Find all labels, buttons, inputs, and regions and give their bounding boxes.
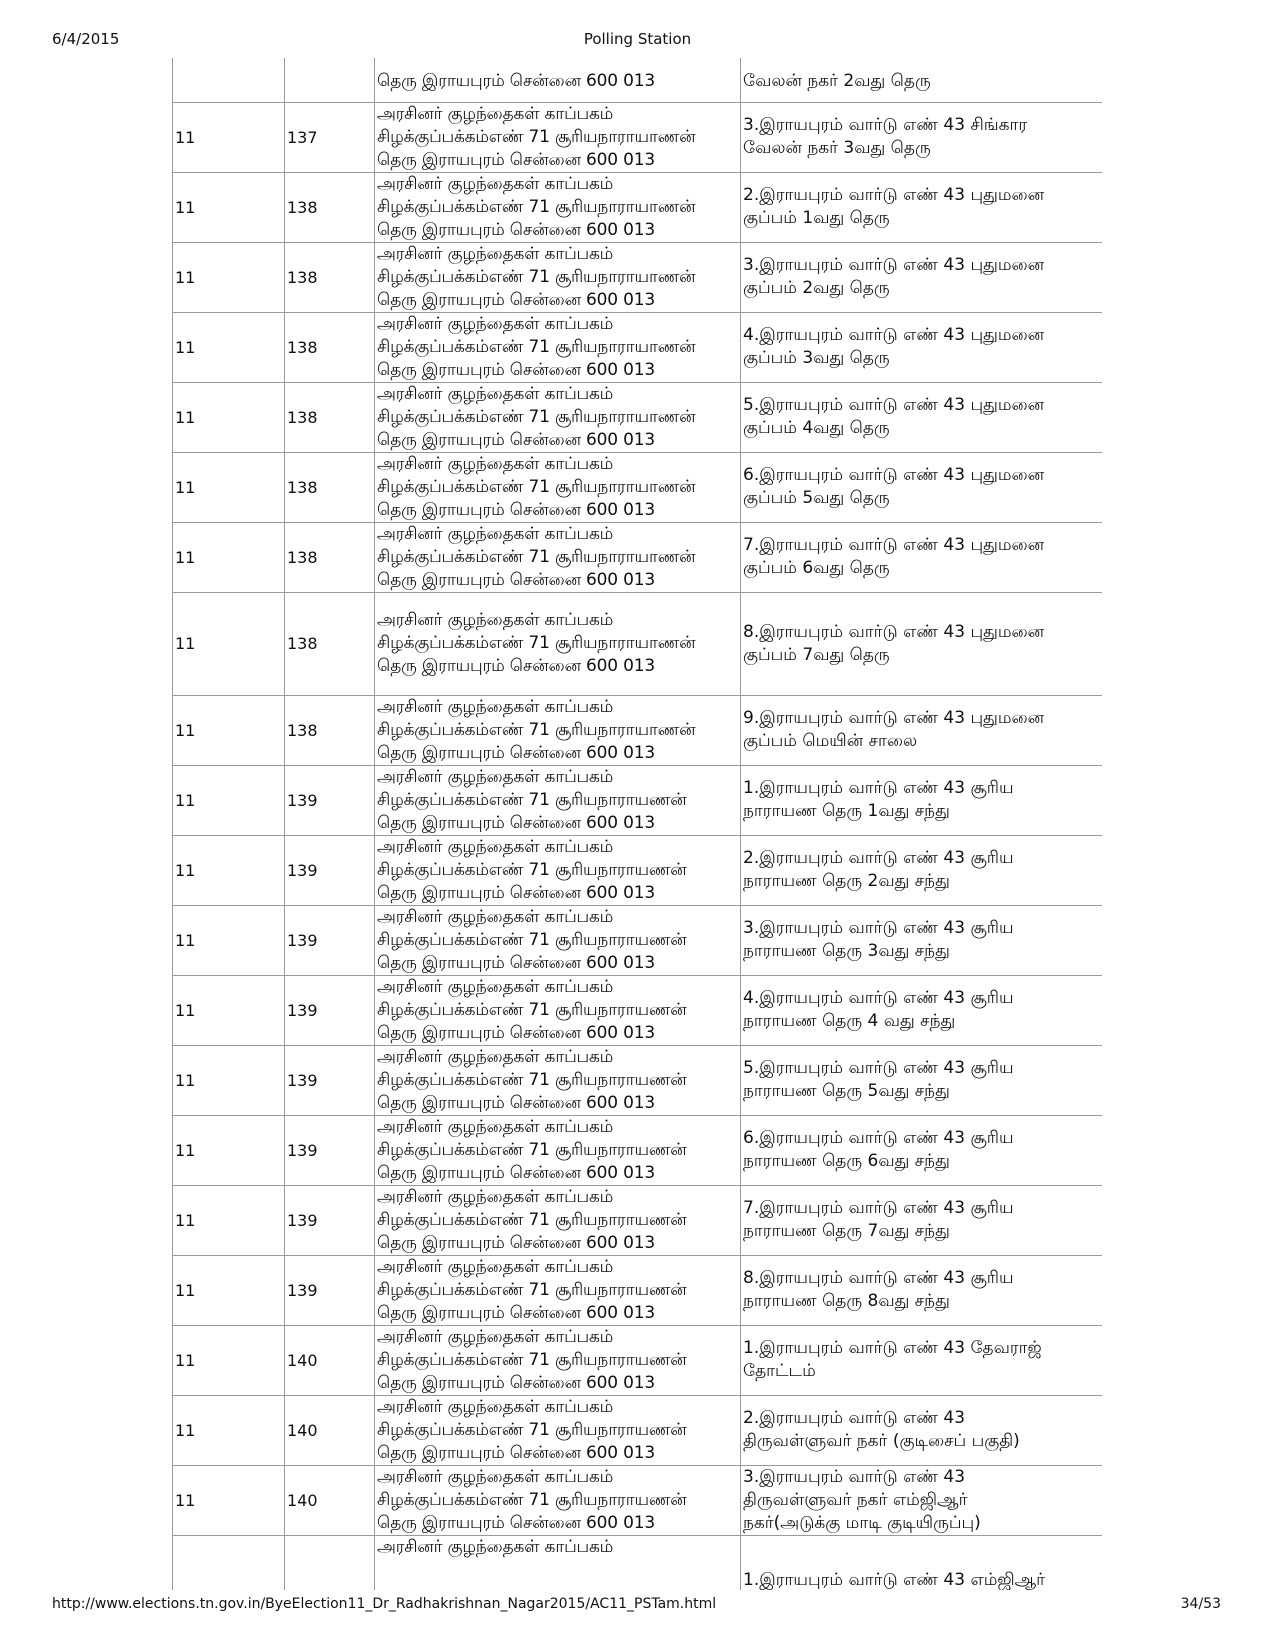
address-line: தெரு இராயபுரம் சென்னை 600 013 — [377, 499, 655, 520]
area-line: குப்பம் 2வது தெரு — [743, 278, 890, 298]
cell-ac-number — [173, 58, 285, 102]
area-line: நாராயண தெரு 4 வது சந்து — [743, 1011, 956, 1031]
cell-ps-number — [285, 58, 375, 102]
cell-ps-number: 138 — [285, 592, 375, 695]
address-line: சிழக்குப்பக்கம்எண் 71 சூரியநாராயாணன் — [377, 546, 696, 567]
address-line: அரசினர் குழந்தைகள் காப்பகம் — [377, 976, 614, 997]
cell-ps-number: 137 — [285, 102, 375, 172]
polling-station-table — [172, 58, 1102, 1590]
cell-station-address — [375, 1185, 741, 1255]
table-row — [173, 522, 1103, 592]
address-line: தெரு இராயபுரம் சென்னை 600 013 — [377, 742, 655, 763]
print-date: 6/4/2015 — [52, 30, 120, 48]
table-row — [173, 58, 1103, 102]
area-line: நாராயண தெரு 6வது சந்து — [743, 1151, 950, 1171]
cell-ac-number: 11 — [173, 592, 285, 695]
area-line: 4.இராயபுரம் வார்டு எண் 43 புதுமனை — [743, 325, 1045, 345]
cell-ac-number: 11 — [173, 835, 285, 905]
address-line: தெரு இராயபுரம் சென்னை 600 013 — [377, 1372, 655, 1393]
cell-polling-area — [741, 312, 1103, 382]
cell-station-address: அரசினர் குழந்தைகள் காப்பகம் — [375, 1535, 741, 1590]
address-line: அரசினர் குழந்தைகள் காப்பகம் — [377, 1466, 614, 1487]
address-line: தெரு இராயபுரம் சென்னை 600 013 — [377, 812, 655, 833]
area-line: தோட்டம் — [743, 1361, 816, 1381]
address-line: தெரு இராயபுரம் சென்னை 600 013 — [377, 149, 655, 170]
area-line: குப்பம் 5வது தெரு — [743, 488, 890, 508]
address-line: சிழக்குப்பக்கம்எண் 71 சூரியநாராயணன் — [377, 1489, 687, 1510]
address-line: சிழக்குப்பக்கம்எண் 71 சூரியநாராயணன் — [377, 1279, 687, 1300]
address-line: தெரு இராயபுரம் சென்னை 600 013 — [377, 952, 655, 973]
cell-polling-area — [741, 102, 1103, 172]
address-line: சிழக்குப்பக்கம்எண் 71 சூரியநாராயாணன் — [377, 196, 696, 217]
address-line: தெரு இராயபுரம் சென்னை 600 013 — [377, 219, 655, 240]
cell-station-address — [375, 172, 741, 242]
footer-url: http://www.elections.tn.gov.in/ByeElection11_Dr_Radhakrishnan_Nagar2015/AC11_PSTam.html — [52, 1596, 717, 1612]
address-line: அரசினர் குழந்தைகள் காப்பகம் — [377, 1326, 614, 1347]
cell-ps-number: 138 — [285, 452, 375, 522]
cell-station-address — [375, 452, 741, 522]
address-line: சிழக்குப்பக்கம்எண் 71 சூரியநாராயணன் — [377, 1349, 687, 1370]
cell-ac-number: 11 — [173, 452, 285, 522]
cell-station-address — [375, 522, 741, 592]
address-line: சிழக்குப்பக்கம்எண் 71 சூரியநாராயணன் — [377, 929, 687, 950]
area-line: 6.இராயபுரம் வார்டு எண் 43 சூரிய — [743, 1128, 1014, 1148]
cell-ac-number: 11 — [173, 905, 285, 975]
area-line: குப்பம் 1வது தெரு — [743, 208, 890, 228]
area-line: 9.இராயபுரம் வார்டு எண் 43 புதுமனை — [743, 708, 1045, 728]
cell-ac-number: 11 — [173, 765, 285, 835]
address-line: சிழக்குப்பக்கம்எண் 71 சூரியநாராயாணன் — [377, 633, 696, 653]
cell-ps-number: 140 — [285, 1325, 375, 1395]
area-line: திருவள்ளுவர் நகர் (குடிசைப் பகுதி) — [743, 1431, 1020, 1451]
table-row — [173, 1325, 1103, 1395]
address-line: தெரு இராயபுரம் சென்னை 600 013 — [377, 429, 655, 450]
cell-station-address — [375, 1045, 741, 1115]
cell-ps-number: 138 — [285, 172, 375, 242]
address-line: தெரு இராயபுரம் சென்னை 600 013 — [377, 569, 655, 590]
address-line: அரசினர் குழந்தைகள் காப்பகம் — [377, 453, 614, 474]
cell-polling-area: வேலன் நகர் 2வது தெரு — [741, 58, 1103, 102]
table-body — [173, 58, 1103, 1590]
table-row — [173, 1185, 1103, 1255]
address-line: சிழக்குப்பக்கம்எண் 71 சூரியநாராயாணன் — [377, 719, 696, 740]
cell-station-address — [375, 1465, 741, 1535]
address-line: அரசினர் குழந்தைகள் காப்பகம் — [377, 696, 614, 717]
address-line: தெரு இராயபுரம் சென்னை 600 013 — [377, 882, 655, 903]
cell-station-address — [375, 102, 741, 172]
area-line: திருவள்ளுவர் நகர் எம்ஜிஆர் — [743, 1489, 968, 1510]
address-line: சிழக்குப்பக்கம்எண் 71 சூரியநாராயாணன் — [377, 126, 696, 147]
cell-polling-area — [741, 1325, 1103, 1395]
area-line: 1.இராயபுரம் வார்டு எண் 43 தேவராஜ் — [743, 1338, 1042, 1358]
table-row — [173, 975, 1103, 1045]
cell-polling-area — [741, 1185, 1103, 1255]
cell-ac-number: 11 — [173, 312, 285, 382]
table-row — [173, 242, 1103, 312]
area-line: 5.இராயபுரம் வார்டு எண் 43 சூரிய — [743, 1058, 1014, 1078]
table-row — [173, 172, 1103, 242]
address-line: அரசினர் குழந்தைகள் காப்பகம் — [377, 1046, 614, 1067]
cell-polling-area — [741, 1395, 1103, 1465]
address-line: சிழக்குப்பக்கம்எண் 71 சூரியநாராயணன் — [377, 1139, 687, 1160]
area-line: குப்பம் 7வது தெரு — [743, 644, 890, 665]
address-line: அரசினர் குழந்தைகள் காப்பகம் — [377, 836, 614, 857]
cell-polling-area — [741, 382, 1103, 452]
address-line: அரசினர் குழந்தைகள் காப்பகம் — [377, 1396, 614, 1417]
cell-polling-area — [741, 1045, 1103, 1115]
area-line: 3.இராயபுரம் வார்டு எண் 43 சூரிய — [743, 918, 1014, 938]
cell-ac-number: 11 — [173, 1255, 285, 1325]
table-row — [173, 382, 1103, 452]
address-line: தெரு இராயபுரம் சென்னை 600 013 — [377, 656, 655, 676]
address-line: தெரு இராயபுரம் சென்னை 600 013 — [377, 1442, 655, 1463]
address-line: அரசினர் குழந்தைகள் காப்பகம் — [377, 610, 614, 630]
area-line: 6.இராயபுரம் வார்டு எண் 43 புதுமனை — [743, 465, 1045, 485]
cell-ac-number: 11 — [173, 695, 285, 765]
cell-ps-number: 139 — [285, 975, 375, 1045]
cell-station-address — [375, 1255, 741, 1325]
cell-station-address — [375, 592, 741, 695]
cell-ps-number: 140 — [285, 1395, 375, 1465]
cell-polling-area — [741, 695, 1103, 765]
address-line: சிழக்குப்பக்கம்எண் 71 சூரியநாராயாணன் — [377, 336, 696, 357]
cell-ps-number: 139 — [285, 1255, 375, 1325]
table-row — [173, 1255, 1103, 1325]
address-line: அரசினர் குழந்தைகள் காப்பகம் — [377, 1256, 614, 1277]
address-line: தெரு இராயபுரம் சென்னை 600 013 — [377, 1512, 655, 1533]
area-line: 8.இராயபுரம் வார்டு எண் 43 சூரிய — [743, 1268, 1014, 1288]
cell-ac-number: 11 — [173, 522, 285, 592]
cell-ps-number: 139 — [285, 765, 375, 835]
area-line: 3.இராயபுரம் வார்டு எண் 43 சிங்கார — [743, 115, 1028, 135]
cell-ac-number: 11 — [173, 242, 285, 312]
table-row — [173, 835, 1103, 905]
address-line: சிழக்குப்பக்கம்எண் 71 சூரியநாராயணன் — [377, 1209, 687, 1230]
address-line: அரசினர் குழந்தைகள் காப்பகம் — [377, 313, 614, 334]
area-line: 2.இராயபுரம் வார்டு எண் 43 சூரிய — [743, 848, 1014, 868]
table-row — [173, 452, 1103, 522]
address-line: சிழக்குப்பக்கம்எண் 71 சூரியநாராயணன் — [377, 999, 687, 1020]
table-row — [173, 1395, 1103, 1465]
area-line: 2.இராயபுரம் வார்டு எண் 43 — [743, 1408, 966, 1428]
area-line: வேலன் நகர் 3வது தெரு — [743, 138, 931, 158]
table-row — [173, 1465, 1103, 1535]
address-line: சிழக்குப்பக்கம்எண் 71 சூரியநாராயாணன் — [377, 266, 696, 287]
area-line: குப்பம் 4வது தெரு — [743, 418, 890, 438]
address-line: சிழக்குப்பக்கம்எண் 71 சூரியநாராயாணன் — [377, 406, 696, 427]
cell-ps-number: 139 — [285, 1185, 375, 1255]
cell-polling-area — [741, 592, 1103, 695]
table-row — [173, 592, 1103, 695]
area-line: 3.இராயபுரம் வார்டு எண் 43 — [743, 1466, 966, 1487]
cell-ps-number: 139 — [285, 835, 375, 905]
cell-ps-number: 139 — [285, 1045, 375, 1115]
cell-ps-number — [285, 1535, 375, 1590]
area-line: குப்பம் மெயின் சாலை — [743, 731, 918, 751]
cell-station-address — [375, 765, 741, 835]
page-title: Polling Station — [583, 30, 692, 48]
cell-station-address — [375, 835, 741, 905]
cell-station-address — [375, 242, 741, 312]
area-line: குப்பம் 6வது தெரு — [743, 558, 890, 578]
cell-ps-number: 138 — [285, 312, 375, 382]
address-line: சிழக்குப்பக்கம்எண் 71 சூரியநாராயாணன் — [377, 476, 696, 497]
table-row — [173, 312, 1103, 382]
cell-station-address — [375, 1325, 741, 1395]
cell-polling-area — [741, 1465, 1103, 1535]
cell-ac-number: 11 — [173, 382, 285, 452]
cell-polling-area — [741, 522, 1103, 592]
area-line: 4.இராயபுரம் வார்டு எண் 43 சூரிய — [743, 988, 1014, 1008]
table-row — [173, 102, 1103, 172]
cell-polling-area — [741, 835, 1103, 905]
cell-station-address: தெரு இராயபுரம் சென்னை 600 013 — [375, 58, 741, 102]
area-line: 8.இராயபுரம் வார்டு எண் 43 புதுமனை — [743, 621, 1045, 642]
cell-ps-number: 139 — [285, 1115, 375, 1185]
address-line: தெரு இராயபுரம் சென்னை 600 013 — [377, 1232, 655, 1253]
address-line: சிழக்குப்பக்கம்எண் 71 சூரியநாராயணன் — [377, 859, 687, 880]
address-line: அரசினர் குழந்தைகள் காப்பகம் — [377, 1116, 614, 1137]
cell-ps-number: 138 — [285, 242, 375, 312]
area-line: நாராயண தெரு 5வது சந்து — [743, 1081, 950, 1101]
cell-polling-area — [741, 1115, 1103, 1185]
area-line: 3.இராயபுரம் வார்டு எண் 43 புதுமனை — [743, 255, 1045, 275]
area-line: நாராயண தெரு 8வது சந்து — [743, 1291, 950, 1311]
cell-ps-number: 138 — [285, 382, 375, 452]
cell-ac-number: 11 — [173, 102, 285, 172]
address-line: அரசினர் குழந்தைகள் காப்பகம் — [377, 103, 614, 124]
address-line: அரசினர் குழந்தைகள் காப்பகம் — [377, 523, 614, 544]
cell-polling-area — [741, 242, 1103, 312]
table-row — [173, 695, 1103, 765]
cell-ac-number: 11 — [173, 1115, 285, 1185]
cell-ac-number: 11 — [173, 1045, 285, 1115]
address-line: அரசினர் குழந்தைகள் காப்பகம் — [377, 243, 614, 264]
area-line: நாராயண தெரு 2வது சந்து — [743, 871, 950, 891]
cell-ac-number: 11 — [173, 1395, 285, 1465]
area-line: 5.இராயபுரம் வார்டு எண் 43 புதுமனை — [743, 395, 1045, 415]
address-line: அரசினர் குழந்தைகள் காப்பகம் — [377, 906, 614, 927]
cell-polling-area — [741, 452, 1103, 522]
area-line: நாராயண தெரு 1வது சந்து — [743, 801, 950, 821]
address-line: சிழக்குப்பக்கம்எண் 71 சூரியநாராயணன் — [377, 1419, 687, 1440]
cell-ac-number — [173, 1535, 285, 1590]
area-line: நகர்(அடுக்கு மாடி குடியிருப்பு) — [743, 1512, 981, 1533]
cell-station-address — [375, 905, 741, 975]
address-line: சிழக்குப்பக்கம்எண் 71 சூரியநாராயணன் — [377, 1069, 687, 1090]
cell-station-address — [375, 695, 741, 765]
area-line: 2.இராயபுரம் வார்டு எண் 43 புதுமனை — [743, 185, 1045, 205]
page-number: 34/53 — [1180, 1596, 1221, 1612]
address-line: அரசினர் குழந்தைகள் காப்பகம் — [377, 766, 614, 787]
cell-station-address — [375, 1115, 741, 1185]
area-line: 7.இராயபுரம் வார்டு எண் 43 சூரிய — [743, 1198, 1014, 1218]
cell-ac-number: 11 — [173, 975, 285, 1045]
area-line: நாராயண தெரு 3வது சந்து — [743, 941, 950, 961]
address-line: தெரு இராயபுரம் சென்னை 600 013 — [377, 1302, 655, 1323]
cell-ac-number: 11 — [173, 172, 285, 242]
address-line: அரசினர் குழந்தைகள் காப்பகம் — [377, 1186, 614, 1207]
address-line: தெரு இராயபுரம் சென்னை 600 013 — [377, 1092, 655, 1113]
area-line: குப்பம் 3வது தெரு — [743, 348, 890, 368]
table-row — [173, 905, 1103, 975]
cell-polling-area — [741, 765, 1103, 835]
cell-polling-area — [741, 1255, 1103, 1325]
address-line: தெரு இராயபுரம் சென்னை 600 013 — [377, 1162, 655, 1183]
cell-station-address — [375, 312, 741, 382]
polling-station-table-wrapper — [172, 58, 1102, 1590]
cell-ps-number: 140 — [285, 1465, 375, 1535]
cell-ps-number: 138 — [285, 522, 375, 592]
address-line: அரசினர் குழந்தைகள் காப்பகம் — [377, 383, 614, 404]
address-line: தெரு இராயபுரம் சென்னை 600 013 — [377, 289, 655, 310]
cell-polling-area — [741, 975, 1103, 1045]
cell-ps-number: 138 — [285, 695, 375, 765]
cell-polling-area — [741, 172, 1103, 242]
cell-ac-number: 11 — [173, 1325, 285, 1395]
address-line: தெரு இராயபுரம் சென்னை 600 013 — [377, 359, 655, 380]
address-line: அரசினர் குழந்தைகள் காப்பகம் — [377, 173, 614, 194]
table-row — [173, 1115, 1103, 1185]
address-line: தெரு இராயபுரம் சென்னை 600 013 — [377, 1022, 655, 1043]
table-row — [173, 1045, 1103, 1115]
table-row — [173, 1535, 1103, 1590]
address-line: சிழக்குப்பக்கம்எண் 71 சூரியநாராயணன் — [377, 789, 687, 810]
cell-ac-number: 11 — [173, 1185, 285, 1255]
cell-ac-number: 11 — [173, 1465, 285, 1535]
cell-station-address — [375, 1395, 741, 1465]
cell-station-address — [375, 382, 741, 452]
area-line: நாராயண தெரு 7வது சந்து — [743, 1221, 950, 1241]
table-row — [173, 765, 1103, 835]
cell-polling-area — [741, 905, 1103, 975]
cell-polling-area: 1.இராயபுரம் வார்டு எண் 43 எம்ஜிஆர் — [741, 1535, 1103, 1590]
cell-station-address — [375, 975, 741, 1045]
cell-ps-number: 139 — [285, 905, 375, 975]
area-line: 1.இராயபுரம் வார்டு எண் 43 சூரிய — [743, 778, 1014, 798]
area-line: 7.இராயபுரம் வார்டு எண் 43 புதுமனை — [743, 535, 1045, 555]
